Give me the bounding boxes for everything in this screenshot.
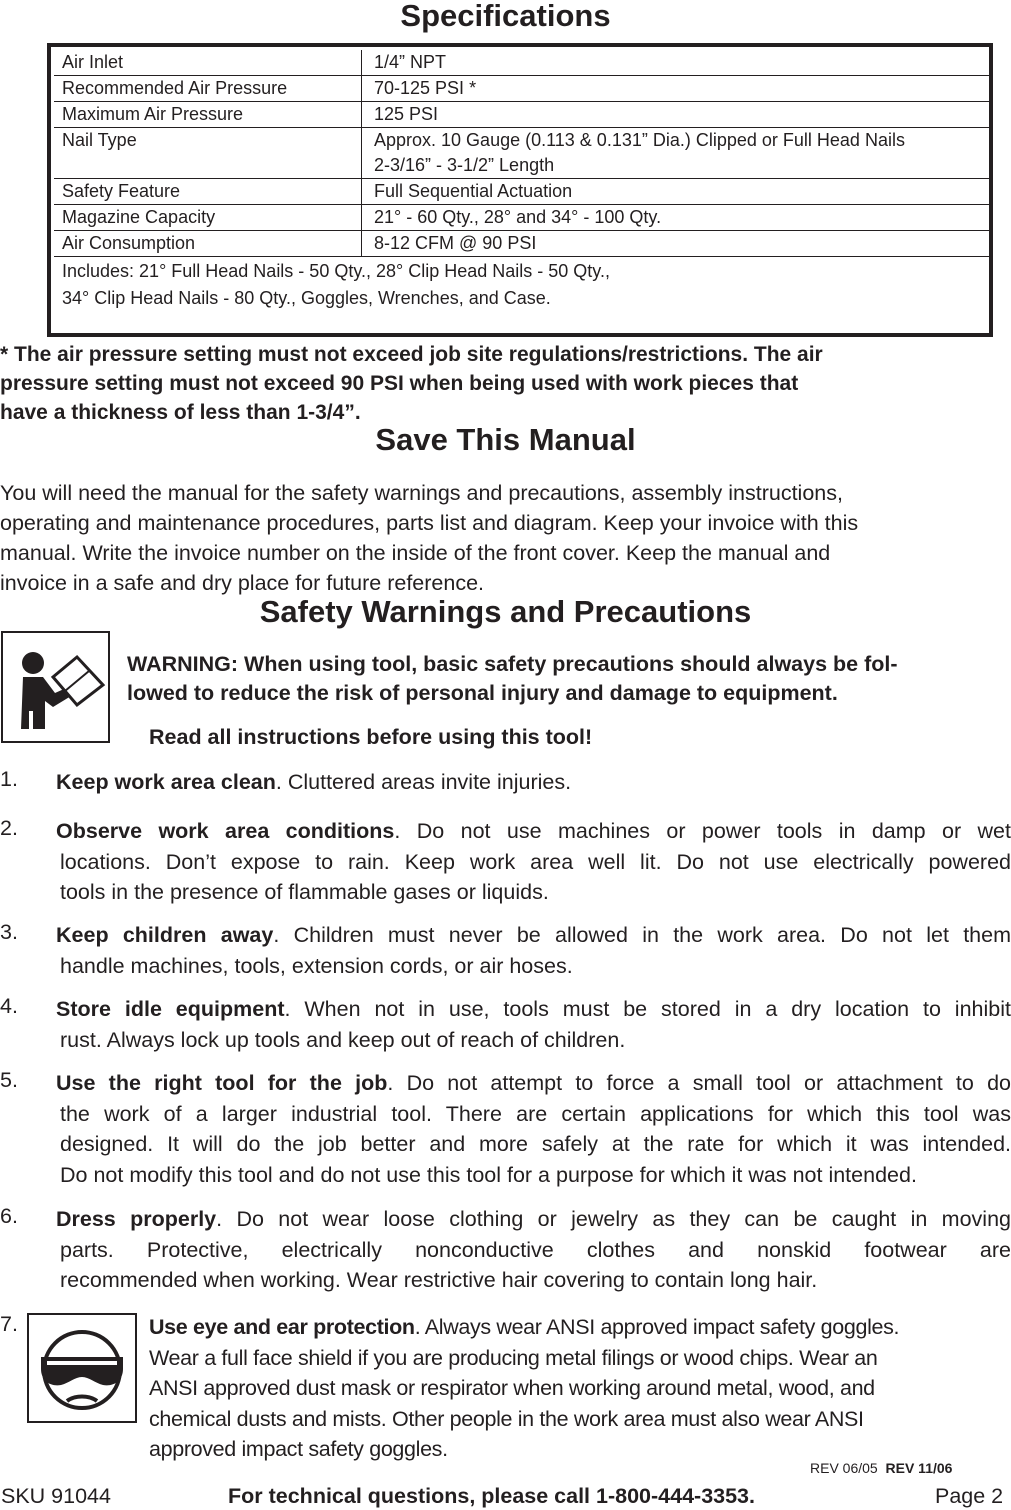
pressure-note-line: pressure setting must not exceed 90 PSI when being used with work pieces that: [0, 372, 799, 395]
spec-label: Air Inlet: [54, 50, 362, 76]
item-line: the work of a larger industrial tool. There are certain applications for which this tool was: [60, 1101, 1011, 1126]
safety-item-2: [56, 816, 1011, 908]
includes-line: 34° Clip Head Nails - 80 Qty., Goggles, Wrenches, and Case.: [62, 288, 551, 308]
spec-value: [362, 205, 990, 231]
read-manual-icon: [1, 631, 110, 743]
spec-value-line: 8-12 CFM @ 90 PSI: [374, 233, 537, 253]
save-manual-paragraph: [0, 478, 1010, 598]
item-number: 4.: [0, 994, 18, 1018]
safety-item-5: [56, 1068, 1011, 1190]
read-all-instructions: Read all instructions before using this tool!: [149, 725, 593, 749]
item-line: . Do not use machines or power tools in damp or wet: [394, 819, 1011, 843]
item-line: tools in the presence of flammable gases or liquids.: [60, 880, 549, 904]
save-manual-heading: Save This Manual: [375, 422, 636, 457]
item-number: 5.: [0, 1068, 18, 1092]
item-line: handle machines, tools, extension cords, or air hoses.: [60, 953, 573, 978]
spec-value-line: 125 PSI: [374, 104, 439, 124]
item-line: approved impact safety goggles.: [149, 1437, 448, 1461]
includes-text: [54, 257, 989, 313]
paragraph-line: manual. Write the invoice number on the inside of the front cover. Keep the manual and: [0, 541, 831, 565]
spec-value: [362, 231, 990, 257]
spec-row: [54, 231, 989, 257]
item-line: . Children must never be allowed in the work area. Do not let them: [273, 923, 1011, 947]
spec-row: [54, 205, 989, 231]
warning-line: lowed to reduce the risk of personal injury and damage to equipment.: [127, 681, 838, 705]
spec-label: Magazine Capacity: [54, 205, 362, 231]
spec-label: Air Consumption: [54, 231, 362, 257]
spec-row: [54, 128, 989, 179]
includes-row: [54, 257, 989, 313]
item-line: . Do not attempt to force a small tool or attachment to do: [387, 1071, 1011, 1095]
item-line: . Always wear ANSI approved impact safety goggles.: [414, 1315, 900, 1339]
item-line: chemical dusts and mists. Other people in the work area must also wear ANSI: [149, 1406, 864, 1431]
pressure-note-line: * The air pressure setting must not exceed job site regulations/restrictions. The air: [0, 343, 823, 366]
pressure-note: [0, 340, 1005, 427]
spec-row: [54, 50, 989, 76]
pressure-note-line: have a thickness of less than 1-3/4”.: [0, 401, 361, 424]
spec-value: [362, 76, 990, 102]
spec-row: [54, 179, 989, 205]
item-line: . Cluttered areas invite injuries.: [275, 770, 572, 794]
item-line: Do not modify this tool and do not use this tool for a purpose for which it was not intended.: [60, 1162, 917, 1187]
paragraph-line: operating and maintenance procedures, parts list and diagram. Keep your invoice with this: [0, 511, 859, 535]
paragraph-line: invoice in a safe and dry place for future reference.: [0, 571, 485, 595]
item-line: rust. Always lock up tools and keep out of reach of children.: [60, 1027, 626, 1052]
item-title: Dress properly: [56, 1207, 217, 1231]
warning-text: [127, 650, 1011, 708]
spec-value: [362, 50, 990, 76]
spec-label: Maximum Air Pressure: [54, 102, 362, 128]
item-line: ANSI approved dust mask or respirator when working around metal, wood, and: [149, 1376, 875, 1400]
revision-info: [810, 1460, 952, 1476]
spec-row: [54, 102, 989, 128]
footer-sku: SKU 91044: [1, 1484, 111, 1508]
safety-heading: Safety Warnings and Precautions: [259, 594, 752, 629]
safety-goggles-icon: [27, 1313, 137, 1423]
item-line: recommended when working. Wear restrictive hair covering to contain long hair.: [60, 1268, 818, 1292]
includes-line: Includes: 21° Full Head Nails - 50 Qty., 28° Clip Head Nails - 50 Qty.,: [62, 261, 610, 281]
paragraph-line: You will need the manual for the safety warnings and precautions, assembly instructions,: [0, 481, 843, 505]
specifications-heading: Specifications: [400, 0, 611, 33]
spec-label: Safety Feature: [54, 179, 362, 205]
spec-value-line: 2-3/16” - 3-1/2” Length: [374, 155, 555, 175]
item-title: Observe work area conditions: [56, 819, 395, 843]
safety-item-6: [56, 1204, 1011, 1296]
item-line: . Do not wear loose clothing or jewelry as they can be caught in moving: [216, 1207, 1011, 1231]
item-line: Wear a full face shield if you are producing metal filings or wood chips. Wear an: [149, 1345, 878, 1370]
item-line: locations. Don’t expose to rain. Keep work area well lit. Do not use electrically powered: [60, 849, 1011, 874]
spec-row: [54, 76, 989, 102]
spec-value: [362, 179, 990, 205]
item-number: 1.: [0, 767, 18, 791]
spec-value-line: 21° - 60 Qty., 28° and 34° - 100 Qty.: [374, 207, 662, 227]
item-line: parts. Protective, electrically nonconductive clothes and nonskid footwear are: [60, 1237, 1011, 1262]
spec-label: Nail Type: [54, 128, 362, 179]
safety-item-1: [56, 767, 1011, 798]
spec-value-line: 70-125 PSI *: [374, 78, 477, 98]
item-title: Keep work area clean: [56, 770, 276, 794]
item-number: 2.: [0, 816, 18, 840]
item-number: 3.: [0, 920, 18, 944]
item-7-text: [149, 1312, 1011, 1465]
revision-old: REV 06/05: [810, 1460, 878, 1476]
specifications-table: [47, 43, 993, 337]
footer-phone: For technical questions, please call 1-800-444-3353.: [228, 1484, 755, 1508]
warning-line: WARNING: When using tool, basic safety precautions should always be fol-: [127, 652, 898, 676]
item-title: Use eye and ear protection: [149, 1315, 415, 1339]
item-title: Use the right tool for the job: [56, 1071, 388, 1095]
spec-value-line: Approx. 10 Gauge (0.113 & 0.131” Dia.) Clipped or Full Head Nails: [374, 130, 905, 150]
item-title: Store idle equipment: [56, 997, 285, 1021]
spec-label: Recommended Air Pressure: [54, 76, 362, 102]
revision-new: REV 11/06: [885, 1460, 953, 1476]
spec-value-line: Full Sequential Actuation: [374, 181, 573, 201]
item-line: designed. It will do the job better and more safely at the rate for which it was intended.: [60, 1132, 1011, 1156]
item-number: 6.: [0, 1204, 18, 1228]
spec-value-line: 1/4” NPT: [374, 52, 447, 72]
safety-item-4: [56, 994, 1011, 1055]
item-number: 7.: [0, 1312, 18, 1336]
safety-item-3: [56, 920, 1011, 981]
spec-value: [362, 128, 990, 179]
footer-page: Page 2: [935, 1484, 1004, 1508]
item-title: Keep children away: [56, 923, 274, 947]
spec-value: [362, 102, 990, 128]
item-line: . When not in use, tools must be stored in a dry location to inhibit: [284, 997, 1011, 1021]
